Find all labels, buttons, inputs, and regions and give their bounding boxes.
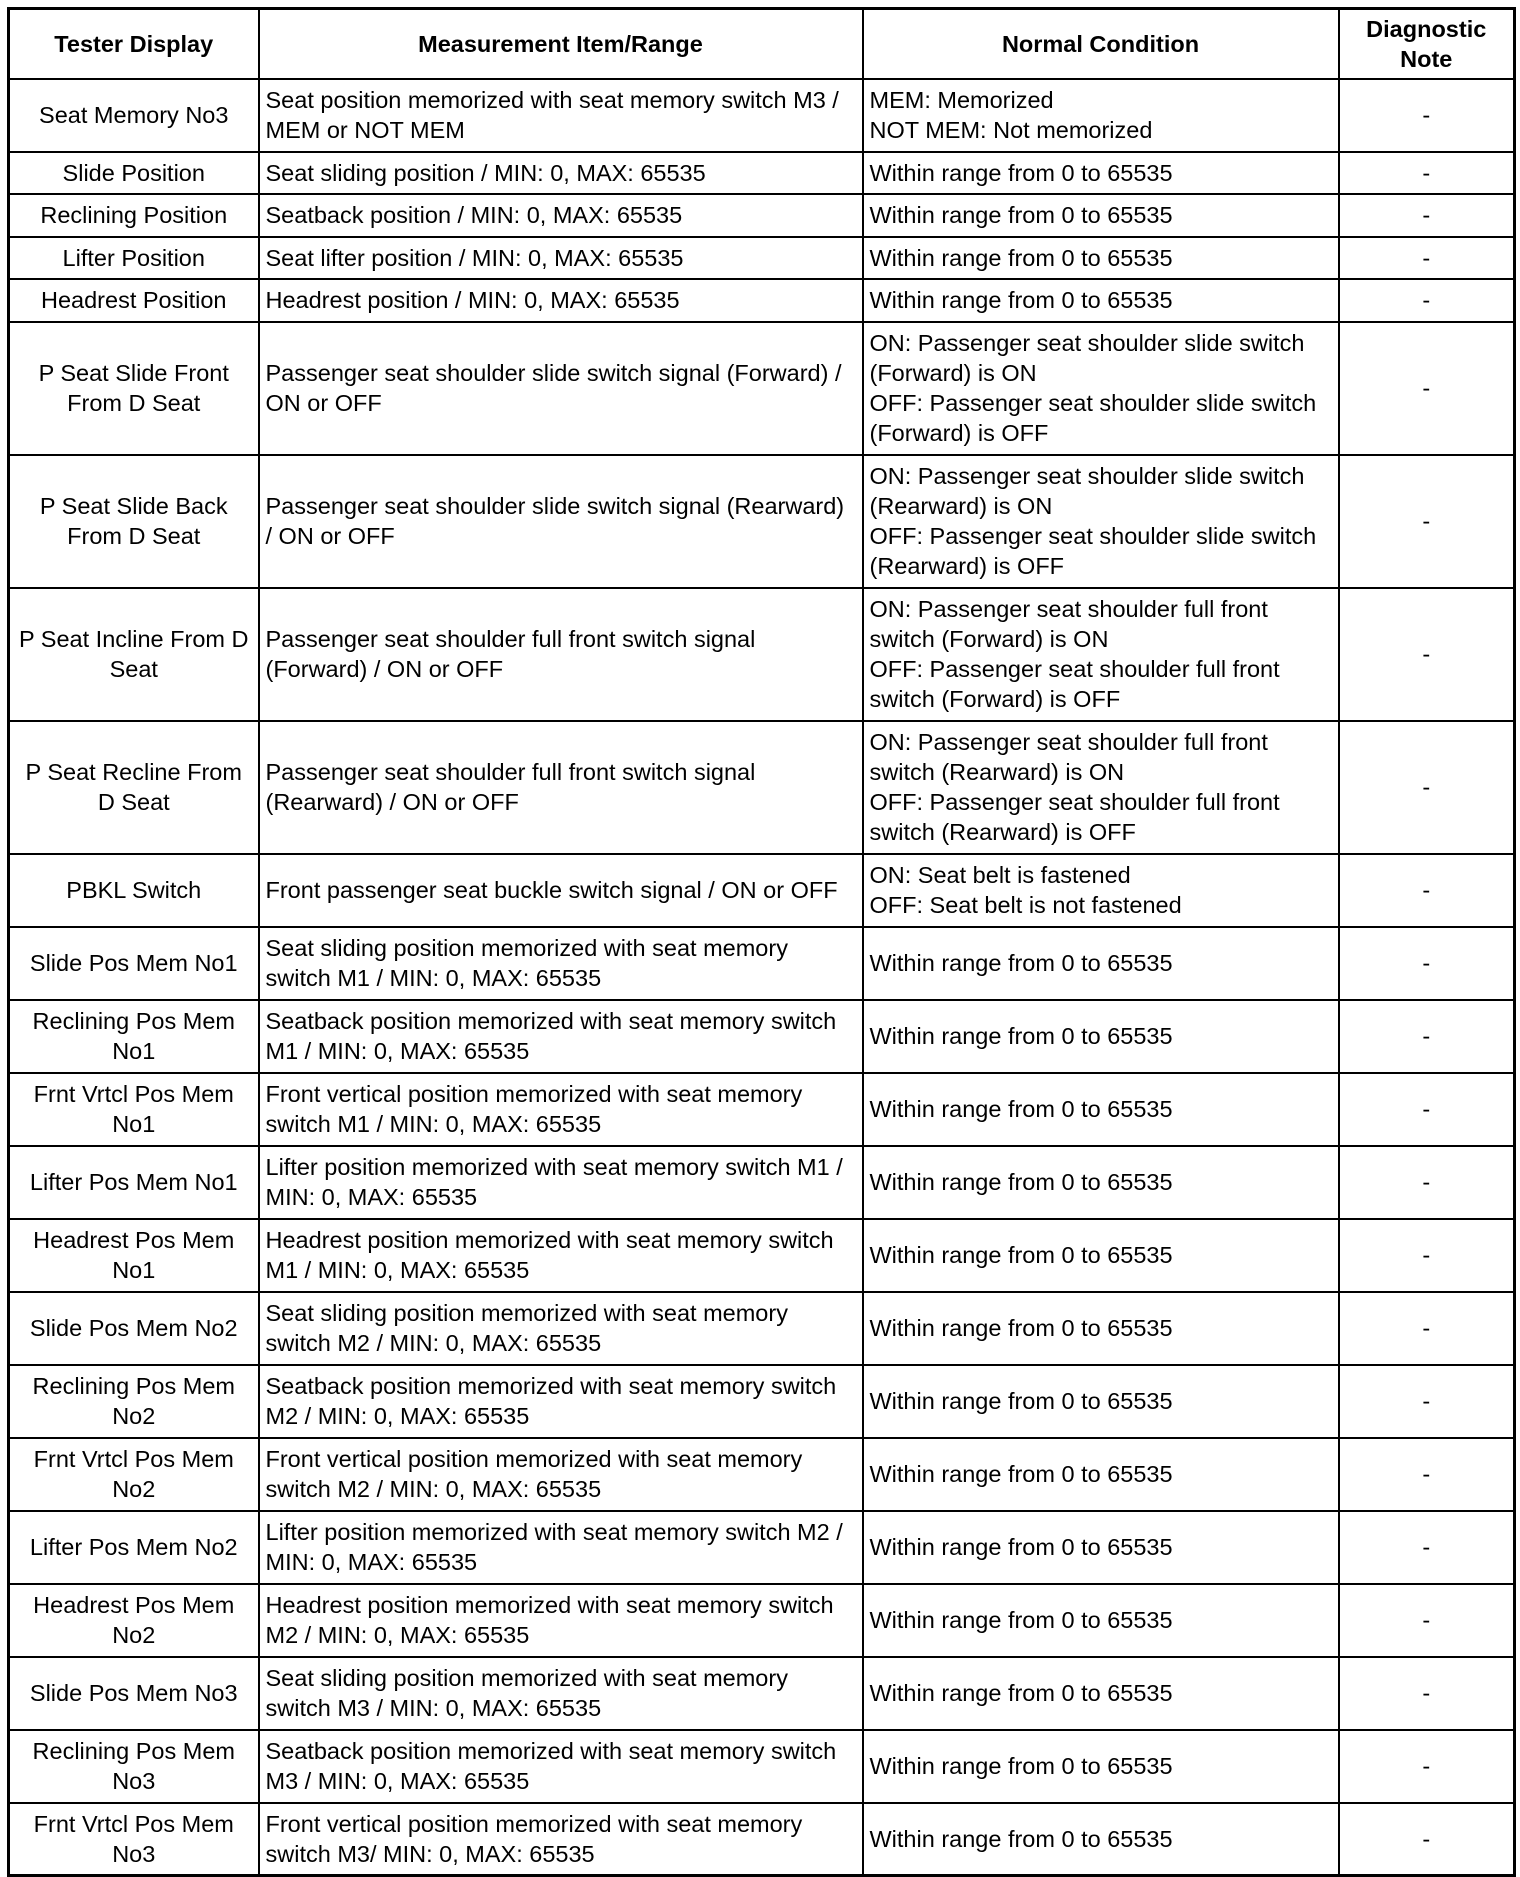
tester-display-cell: Reclining Pos Mem No2 bbox=[9, 1365, 259, 1438]
table-row bbox=[9, 721, 1515, 854]
table-row bbox=[9, 1438, 1515, 1511]
table-row bbox=[9, 279, 1515, 322]
table-row bbox=[9, 237, 1515, 280]
table-row bbox=[9, 1073, 1515, 1146]
normal-condition-cell: ON: Passenger seat shoulder slide switch (Rearward) is ON OFF: Passenger seat shoulder slide switch (Rearward) is OFF bbox=[863, 455, 1339, 588]
normal-condition-cell: ON: Passenger seat shoulder full front switch (Rearward) is ON OFF: Passenger seat shoulder full front switch (Rearward) is OFF bbox=[863, 721, 1339, 854]
tester-display-cell: Frnt Vrtcl Pos Mem No2 bbox=[9, 1438, 259, 1511]
normal-condition-cell: Within range from 0 to 65535 bbox=[863, 1511, 1339, 1584]
normal-condition-cell: ON: Seat belt is fastened OFF: Seat belt is not fastened bbox=[863, 854, 1339, 927]
measurement-item-cell: Seatback position / MIN: 0, MAX: 65535 bbox=[259, 194, 863, 237]
table-body bbox=[9, 79, 1515, 1876]
table-row bbox=[9, 1365, 1515, 1438]
diagnostic-note-cell: - bbox=[1339, 854, 1515, 927]
measurement-item-cell: Headrest position / MIN: 0, MAX: 65535 bbox=[259, 279, 863, 322]
diagnostic-note-cell: - bbox=[1339, 1657, 1515, 1730]
measurement-item-cell: Headrest position memorized with seat memory switch M2 / MIN: 0, MAX: 65535 bbox=[259, 1584, 863, 1657]
normal-condition-cell: Within range from 0 to 65535 bbox=[863, 1438, 1339, 1511]
measurement-item-cell: Passenger seat shoulder full front switch signal (Forward) / ON or OFF bbox=[259, 588, 863, 721]
measurement-item-cell: Lifter position memorized with seat memory switch M2 / MIN: 0, MAX: 65535 bbox=[259, 1511, 863, 1584]
normal-condition-cell: Within range from 0 to 65535 bbox=[863, 237, 1339, 280]
measurement-item-cell: Passenger seat shoulder full front switch signal (Rearward) / ON or OFF bbox=[259, 721, 863, 854]
diagnostic-note-cell: - bbox=[1339, 721, 1515, 854]
table-row bbox=[9, 1803, 1515, 1876]
measurement-item-cell: Front vertical position memorized with seat memory switch M1 / MIN: 0, MAX: 65535 bbox=[259, 1073, 863, 1146]
table-row bbox=[9, 1730, 1515, 1803]
tester-display-cell: P Seat Recline From D Seat bbox=[9, 721, 259, 854]
diagnostic-note-cell: - bbox=[1339, 1073, 1515, 1146]
measurement-item-cell: Seat sliding position memorized with seat memory switch M2 / MIN: 0, MAX: 65535 bbox=[259, 1292, 863, 1365]
tester-display-cell: Slide Pos Mem No3 bbox=[9, 1657, 259, 1730]
tester-display-cell: Frnt Vrtcl Pos Mem No3 bbox=[9, 1803, 259, 1876]
normal-condition-cell: Within range from 0 to 65535 bbox=[863, 1730, 1339, 1803]
normal-condition-cell: Within range from 0 to 65535 bbox=[863, 1146, 1339, 1219]
normal-condition-cell: Within range from 0 to 65535 bbox=[863, 1219, 1339, 1292]
table-row bbox=[9, 194, 1515, 237]
diagnostic-note-cell: - bbox=[1339, 1365, 1515, 1438]
diagnostic-note-cell: - bbox=[1339, 1000, 1515, 1073]
diagnostic-note-cell: - bbox=[1339, 79, 1515, 152]
tester-display-cell: Slide Pos Mem No2 bbox=[9, 1292, 259, 1365]
tester-display-cell: P Seat Slide Back From D Seat bbox=[9, 455, 259, 588]
diagnostic-note-cell: - bbox=[1339, 194, 1515, 237]
normal-condition-cell: Within range from 0 to 65535 bbox=[863, 1584, 1339, 1657]
diagnostic-note-cell: - bbox=[1339, 1730, 1515, 1803]
table-row bbox=[9, 1000, 1515, 1073]
table-row bbox=[9, 927, 1515, 1000]
tester-display-cell: P Seat Slide Front From D Seat bbox=[9, 322, 259, 455]
diagnostic-note-cell: - bbox=[1339, 1292, 1515, 1365]
tester-display-cell: Lifter Pos Mem No2 bbox=[9, 1511, 259, 1584]
normal-condition-cell: Within range from 0 to 65535 bbox=[863, 194, 1339, 237]
table-row bbox=[9, 79, 1515, 152]
tester-display-cell: Lifter Pos Mem No1 bbox=[9, 1146, 259, 1219]
normal-condition-cell: Within range from 0 to 65535 bbox=[863, 1657, 1339, 1730]
diagnostic-note-cell: - bbox=[1339, 1146, 1515, 1219]
measurement-item-cell: Seatback position memorized with seat memory switch M2 / MIN: 0, MAX: 65535 bbox=[259, 1365, 863, 1438]
tester-display-cell: Lifter Position bbox=[9, 237, 259, 280]
tester-display-cell: Headrest Pos Mem No1 bbox=[9, 1219, 259, 1292]
table-row bbox=[9, 1292, 1515, 1365]
diagnostic-note-cell: - bbox=[1339, 1438, 1515, 1511]
table-row bbox=[9, 322, 1515, 455]
tester-display-cell: Reclining Pos Mem No1 bbox=[9, 1000, 259, 1073]
normal-condition-cell: Within range from 0 to 65535 bbox=[863, 927, 1339, 1000]
header-diagnostic-note: Diagnostic Note bbox=[1339, 9, 1515, 79]
header-tester-display: Tester Display bbox=[9, 9, 259, 79]
diagnostic-note-cell: - bbox=[1339, 588, 1515, 721]
diagnostic-note-cell: - bbox=[1339, 1584, 1515, 1657]
diagnostic-note-cell: - bbox=[1339, 279, 1515, 322]
normal-condition-cell: Within range from 0 to 65535 bbox=[863, 1073, 1339, 1146]
normal-condition-cell: Within range from 0 to 65535 bbox=[863, 152, 1339, 195]
table-row bbox=[9, 455, 1515, 588]
header-measurement-item: Measurement Item/Range bbox=[259, 9, 863, 79]
table-row bbox=[9, 1657, 1515, 1730]
header-row bbox=[9, 9, 1515, 79]
header-normal-condition: Normal Condition bbox=[863, 9, 1339, 79]
measurement-item-cell: Front vertical position memorized with seat memory switch M2 / MIN: 0, MAX: 65535 bbox=[259, 1438, 863, 1511]
normal-condition-cell: Within range from 0 to 65535 bbox=[863, 279, 1339, 322]
table-row bbox=[9, 1146, 1515, 1219]
normal-condition-cell: MEM: Memorized NOT MEM: Not memorized bbox=[863, 79, 1339, 152]
table-row bbox=[9, 1584, 1515, 1657]
tester-display-cell: Frnt Vrtcl Pos Mem No1 bbox=[9, 1073, 259, 1146]
measurement-item-cell: Headrest position memorized with seat memory switch M1 / MIN: 0, MAX: 65535 bbox=[259, 1219, 863, 1292]
tester-display-cell: Seat Memory No3 bbox=[9, 79, 259, 152]
measurement-item-cell: Lifter position memorized with seat memory switch M1 / MIN: 0, MAX: 65535 bbox=[259, 1146, 863, 1219]
normal-condition-cell: Within range from 0 to 65535 bbox=[863, 1292, 1339, 1365]
tester-display-cell: Headrest Pos Mem No2 bbox=[9, 1584, 259, 1657]
normal-condition-cell: Within range from 0 to 65535 bbox=[863, 1803, 1339, 1876]
diagnostic-note-cell: - bbox=[1339, 1511, 1515, 1584]
measurement-item-cell: Seat lifter position / MIN: 0, MAX: 65535 bbox=[259, 237, 863, 280]
measurement-item-cell: Front vertical position memorized with seat memory switch M3/ MIN: 0, MAX: 65535 bbox=[259, 1803, 863, 1876]
diagnostic-note-cell: - bbox=[1339, 927, 1515, 1000]
measurement-item-cell: Passenger seat shoulder slide switch signal (Rearward) / ON or OFF bbox=[259, 455, 863, 588]
diagnostic-note-cell: - bbox=[1339, 455, 1515, 588]
normal-condition-cell: Within range from 0 to 65535 bbox=[863, 1000, 1339, 1073]
tester-display-cell: Reclining Position bbox=[9, 194, 259, 237]
diagnostic-note-cell: - bbox=[1339, 1219, 1515, 1292]
diagnostic-note-cell: - bbox=[1339, 1803, 1515, 1876]
measurement-item-cell: Seatback position memorized with seat memory switch M1 / MIN: 0, MAX: 65535 bbox=[259, 1000, 863, 1073]
tester-display-cell: Slide Pos Mem No1 bbox=[9, 927, 259, 1000]
data-table bbox=[7, 7, 1516, 1877]
measurement-item-cell: Seat sliding position memorized with seat memory switch M3 / MIN: 0, MAX: 65535 bbox=[259, 1657, 863, 1730]
table-row bbox=[9, 854, 1515, 927]
normal-condition-cell: ON: Passenger seat shoulder full front switch (Forward) is ON OFF: Passenger seat shoulder full front switch (Forward) is OFF bbox=[863, 588, 1339, 721]
data-table-container bbox=[7, 7, 1513, 1877]
tester-display-cell: Reclining Pos Mem No3 bbox=[9, 1730, 259, 1803]
diagnostic-note-cell: - bbox=[1339, 322, 1515, 455]
table-row bbox=[9, 152, 1515, 195]
measurement-item-cell: Seat position memorized with seat memory switch M3 / MEM or NOT MEM bbox=[259, 79, 863, 152]
measurement-item-cell: Seat sliding position memorized with seat memory switch M1 / MIN: 0, MAX: 65535 bbox=[259, 927, 863, 1000]
measurement-item-cell: Seat sliding position / MIN: 0, MAX: 65535 bbox=[259, 152, 863, 195]
tester-display-cell: Headrest Position bbox=[9, 279, 259, 322]
table-row bbox=[9, 588, 1515, 721]
normal-condition-cell: ON: Passenger seat shoulder slide switch (Forward) is ON OFF: Passenger seat shoulder slide switch (Forward) is OFF bbox=[863, 322, 1339, 455]
tester-display-cell: P Seat Incline From D Seat bbox=[9, 588, 259, 721]
measurement-item-cell: Seatback position memorized with seat memory switch M3 / MIN: 0, MAX: 65535 bbox=[259, 1730, 863, 1803]
table-row bbox=[9, 1219, 1515, 1292]
tester-display-cell: PBKL Switch bbox=[9, 854, 259, 927]
measurement-item-cell: Front passenger seat buckle switch signal / ON or OFF bbox=[259, 854, 863, 927]
normal-condition-cell: Within range from 0 to 65535 bbox=[863, 1365, 1339, 1438]
diagnostic-note-cell: - bbox=[1339, 152, 1515, 195]
table-row bbox=[9, 1511, 1515, 1584]
diagnostic-note-cell: - bbox=[1339, 237, 1515, 280]
measurement-item-cell: Passenger seat shoulder slide switch signal (Forward) / ON or OFF bbox=[259, 322, 863, 455]
tester-display-cell: Slide Position bbox=[9, 152, 259, 195]
